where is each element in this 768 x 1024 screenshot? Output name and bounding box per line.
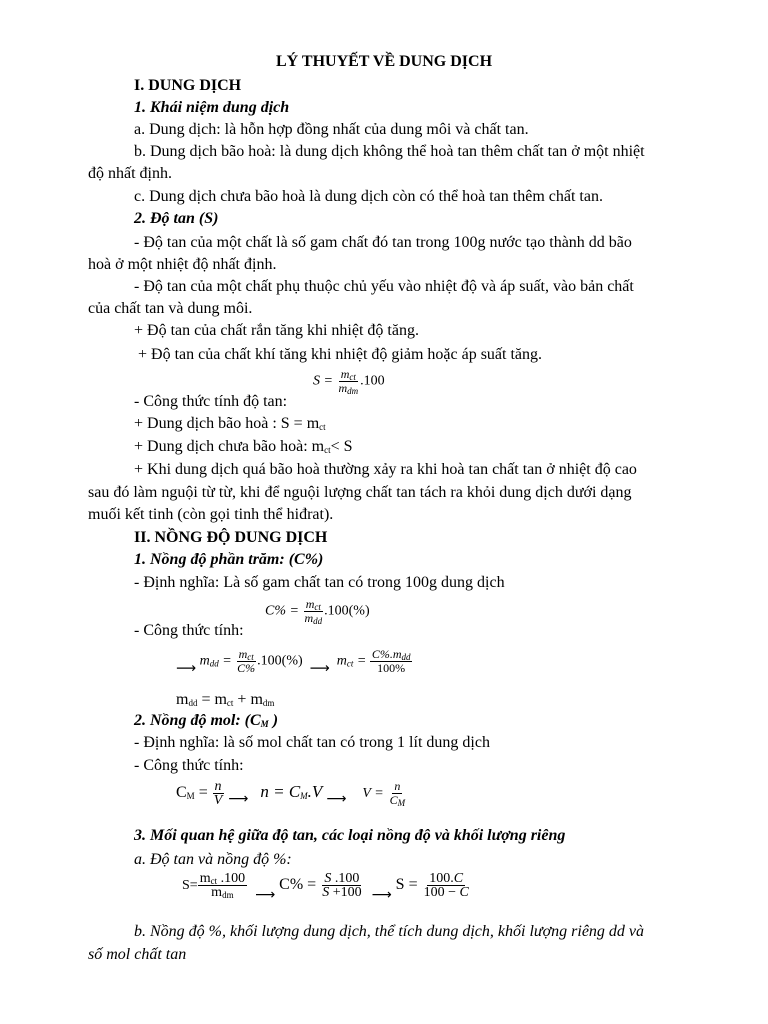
formula-molar: $C_M$ = $\frac{n}{V}$ ⟶ $n = C_M.V$ ⟶ V = $\frac{n}{C_M}$: [176, 779, 406, 808]
formula-percent: C% = $\frac{m_{ct}}{m_{dd}}$ .100(%): [265, 597, 370, 626]
text-line: - Công thức tính:: [134, 757, 244, 774]
title: LÝ THUYẾT VỀ DUNG DỊCH: [275, 53, 493, 70]
text-line: + Độ tan của chất rắn tăng khi nhiệt độ tăng.: [134, 322, 419, 339]
text-line: - Định nghĩa: là số mol chất tan có trong 1 lít dung dịch: [134, 734, 490, 751]
text-line: của chất tan và dung môi.: [88, 300, 253, 317]
formula-mdd: ⟶ $m_{dd}$ = $\frac{m_{ct}}{C\%}$ .100(%) ⟶ $m_{ct}$ = $\frac{C\%.m_{dd}}{100\%}$: [176, 647, 411, 677]
formula-solubility: S = $\frac{m_{ct}}{m_{dm}}$ .100: [313, 367, 385, 396]
subheading-concept: 1. Khái niệm dung dịch: [134, 99, 290, 116]
text-line: - Công thức tính độ tan:: [134, 393, 288, 410]
text-line: b. Nồng độ %, khối lượng dung dịch, thể tích dung dịch, khối lượng riêng dd và: [134, 923, 645, 940]
text-line: - Định nghĩa: Là số gam chất tan có trong 100g dung dịch: [134, 574, 505, 591]
text-line: - Công thức tính:: [134, 622, 244, 639]
subheading-relation: 3. Mối quan hệ giữa độ tan, các loại nồng độ và khối lượng riêng: [134, 827, 566, 844]
text-line: - Độ tan của một chất phụ thuộc chủ yếu vào nhiệt độ và áp suất, vào bản chất: [134, 278, 634, 295]
formula-relation: S= $\frac{m_{ct} .100}{m_{dm}}$ ⟶ C% = $\frac{S .100}{S +100}$ ⟶ S = $\frac{100.C}{100 - C}$: [182, 871, 469, 904]
text-line: a. Độ tan và nồng độ %:: [134, 851, 292, 868]
section1-heading: I. DUNG DỊCH: [134, 77, 242, 94]
text-line: a. Dung dịch: là hỗn hợp đồng nhất của dung môi và chất tan.: [134, 121, 529, 138]
text-line: hoà ở một nhiệt độ nhất định.: [88, 256, 277, 273]
text-line: - Độ tan của một chất là số gam chất đó tan trong 100g nước tạo thành dd bão: [134, 234, 632, 251]
text-line: c. Dung dịch chưa bão hoà là dung dịch còn có thể hoà tan thêm chất tan.: [134, 188, 603, 205]
subheading-percent: 1. Nồng độ phần trăm: (C%): [134, 551, 324, 568]
text-line: + Dung dịch chưa bão hoà: $m_{ct}< S$: [134, 438, 353, 455]
subheading-molar: 2. Nồng độ mol: ($C_M$ ): [134, 712, 279, 729]
text-line: + Độ tan của chất khí tăng khi nhiệt độ giảm hoặc áp suất tăng.: [138, 346, 543, 363]
text-line: độ nhất định.: [88, 165, 172, 182]
text-line: muối kết tinh (còn gọi tinh thể hiđrat).: [88, 506, 334, 523]
text-line: sau đó làm nguội từ từ, khi để nguội lượng chất tan tách ra khỏi dung dịch dưới dạng: [88, 484, 632, 501]
text-line: b. Dung dịch bão hoà: là dung dịch không thể hoà tan thêm chất tan ở một nhiệt: [134, 143, 645, 160]
section2-heading: II. NỒNG ĐỘ DUNG DỊCH: [134, 529, 328, 546]
text-line: + Dung dịch bão hoà : $S = m_{ct}$: [134, 415, 326, 432]
text-line: số mol chất tan: [88, 946, 187, 963]
subheading-solubility: 2. Độ tan (S): [134, 210, 219, 227]
formula-mass: $m_{dd} = m_{ct} + m_{dm}$: [176, 691, 275, 708]
text-line: + Khi dung dịch quá bão hoà thường xảy ra khi hoà tan chất tan ở nhiệt độ cao: [134, 461, 637, 478]
